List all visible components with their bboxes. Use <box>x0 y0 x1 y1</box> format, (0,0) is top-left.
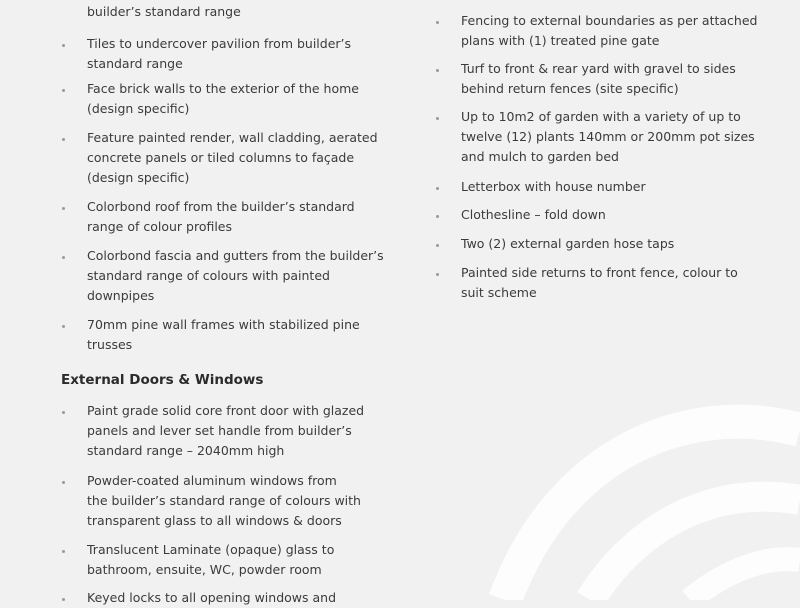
list-item-line: twelve (12) plants 140mm or 200mm pot sizes <box>461 129 755 144</box>
bullet-icon <box>436 117 439 120</box>
bullet-icon <box>62 550 65 553</box>
bullet-icon <box>62 256 65 259</box>
list-item-line: Powder-coated aluminum windows from <box>87 473 337 488</box>
list-item-text <box>87 471 361 531</box>
list-item-text <box>461 234 674 254</box>
list-item-line: Face brick walls to the exterior of the home <box>87 81 359 96</box>
list-item-line: (design specific) <box>87 170 190 185</box>
list-item-line: bathroom, ensuite, WC, powder room <box>87 562 322 577</box>
list-item-line: (design specific) <box>87 101 190 116</box>
list-item-text <box>461 177 646 197</box>
bullet-icon <box>436 244 439 247</box>
list-item-line: standard range <box>87 56 183 71</box>
list-item-text <box>87 2 241 22</box>
bullet-icon <box>436 69 439 72</box>
list-item-line: suit scheme <box>461 285 537 300</box>
list-item-text <box>461 107 755 167</box>
list-item-line: panels and lever set handle from builder’s <box>87 423 352 438</box>
bullet-icon <box>436 273 439 276</box>
list-item-text <box>461 59 736 99</box>
list-item-line: Painted side returns to front fence, colour to <box>461 265 738 280</box>
list-item-text <box>461 205 606 225</box>
list-item-line: standard range of colours with painted <box>87 268 330 283</box>
list-item-line: Fencing to external boundaries as per attached <box>461 13 758 28</box>
list-item-text <box>461 11 757 51</box>
list-item-line: concrete panels or tiled columns to façade <box>87 150 355 165</box>
list-item-line: Feature painted render, wall cladding, aerated <box>87 130 378 145</box>
bullet-icon <box>62 89 65 92</box>
list-item-line: Paint grade solid core front door with glazed <box>87 403 365 418</box>
bullet-icon <box>62 325 65 328</box>
list-item-line: Two (2) external garden hose taps <box>461 236 675 251</box>
bullet-icon <box>436 215 439 218</box>
list-item-line: Letterbox with house number <box>461 179 646 194</box>
list-item-line: Translucent Laminate (opaque) glass to <box>87 542 335 557</box>
list-item-text <box>87 540 334 580</box>
list-item-line: plans with (1) treated pine gate <box>461 33 660 48</box>
bullet-icon <box>62 207 65 210</box>
list-item-line: transparent glass to all windows & doors <box>87 513 342 528</box>
list-item-text <box>87 34 351 74</box>
list-item-line: the builder’s standard range of colours with <box>87 493 361 508</box>
list-item-text <box>461 263 738 303</box>
bullet-icon <box>62 138 65 141</box>
list-item-line: Up to 10m2 of garden with a variety of up to <box>461 109 741 124</box>
list-item-line: builder’s standard range <box>87 4 241 19</box>
list-item-line: trusses <box>87 337 133 352</box>
list-item-line: Keyed locks to all opening windows and <box>87 590 337 605</box>
list-item-line: 70mm pine wall frames with stabilized pine <box>87 317 360 332</box>
list-item-line: and mulch to garden bed <box>461 149 619 164</box>
bullet-icon <box>436 21 439 24</box>
list-item-line: Tiles to undercover pavilion from builder’s <box>87 36 352 51</box>
section-heading-external-doors-windows: External Doors & Windows <box>61 372 264 388</box>
list-item-text <box>87 588 336 608</box>
list-item-text <box>87 401 364 461</box>
bullet-icon <box>62 44 65 47</box>
list-item-line: standard range – 2040mm high <box>87 443 285 458</box>
bullet-icon <box>436 187 439 190</box>
list-item-text <box>87 246 384 306</box>
list-item-line: range of colour profiles <box>87 219 233 234</box>
list-item-text <box>87 128 378 188</box>
bullet-icon <box>62 411 65 414</box>
list-item-text <box>87 315 360 355</box>
list-item-line: Clothesline – fold down <box>461 207 606 222</box>
list-item-text <box>87 197 355 237</box>
list-item-line: Colorbond fascia and gutters from the builder’s <box>87 248 384 263</box>
list-item-line: behind return fences (site specific) <box>461 81 679 96</box>
list-item-line: Colorbond roof from the builder’s standard <box>87 199 355 214</box>
list-item-line: Turf to front & rear yard with gravel to sides <box>461 61 736 76</box>
list-item-text <box>87 79 359 119</box>
bullet-icon <box>62 481 65 484</box>
list-item-line: downpipes <box>87 288 155 303</box>
